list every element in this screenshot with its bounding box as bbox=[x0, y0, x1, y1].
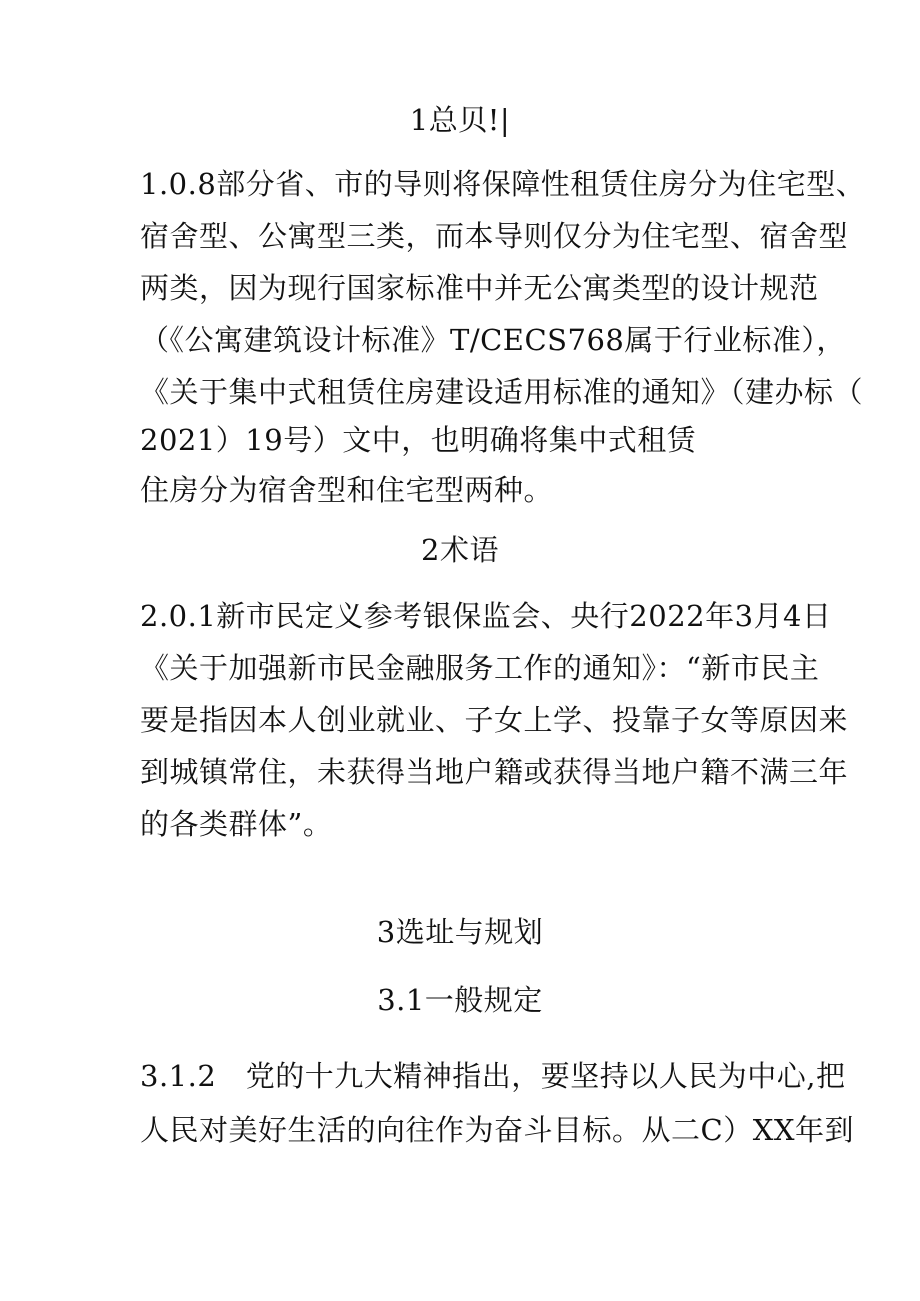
paragraph-1-0-8-line: 1.0.8部分省、市的导则将保障性租赁住房分为住宅型、 bbox=[140, 167, 866, 201]
paragraph-1-0-8-line: （《公寓建筑设计标准》T/CECS768属于行业标准）， bbox=[140, 323, 846, 357]
paragraph-1-0-8-line: 两类，因为现行国家标准中并无公寓类型的设计规范 bbox=[140, 271, 819, 305]
paragraph-2-0-1-line: 到城镇常住，未获得当地户籍或获得当地户籍不满三年 bbox=[140, 755, 849, 789]
paragraph-1-0-8-line: 《关于集中式租赁住房建设适用标准的通知》（建办标（ bbox=[140, 375, 864, 409]
paragraph-1-0-8-line: 2021）19号）文中，也明确将集中式租赁 bbox=[140, 423, 697, 457]
heading-chapter-2: 2术语 bbox=[421, 533, 499, 567]
paragraph-2-0-1-line: 《关于加强新市民金融服务工作的通知》：“新市民主 bbox=[140, 651, 820, 685]
paragraph-1-0-8-line: 住房分为宿舍型和住宅型两种。 bbox=[140, 473, 554, 507]
paragraph-2-0-1-line: 要是指因本人创业就业、子女上学、投靠子女等原因来 bbox=[140, 703, 849, 737]
paragraph-3-1-2-line: 人民对美好生活的向往作为奋斗目标。从二C）XX年到 bbox=[140, 1113, 854, 1147]
paragraph-2-0-1-line: 的各类群体”。 bbox=[140, 807, 333, 841]
heading-section-3-1: 3.1一般规定 bbox=[377, 983, 543, 1017]
paragraph-2-0-1-line: 2.0.1新市民定义参考银保监会、央行2022年3月4日 bbox=[140, 599, 832, 633]
paragraph-1-0-8-line: 宿舍型、公寓型三类，而本导则仅分为住宅型、宿舍型 bbox=[140, 219, 849, 253]
heading-chapter-3: 3选址与规划 bbox=[376, 915, 544, 949]
heading-chapter-1: 1总贝!| bbox=[409, 103, 511, 137]
paragraph-3-1-2-line: 3.1.2 党的十九大精神指出，要坚持以人民为中心,把 bbox=[140, 1059, 846, 1093]
